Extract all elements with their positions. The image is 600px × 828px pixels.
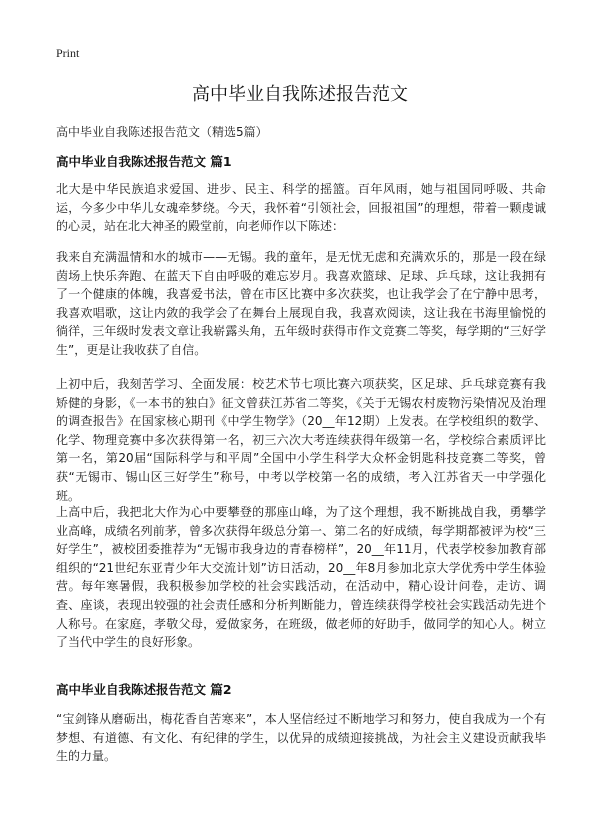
section-heading-1: 高中毕业自我陈述报告范文 篇1 (56, 154, 232, 169)
paragraph: 北大是中华民族追求爱国、进步、民主、科学的摇篮。百年风雨，她与祖国同呼吸、共命运，今多少中华儿女魂牵梦绕。今天，我怀着“引领社会，回报祖国”的理想，带着一颗虔诚的心灵，站在北大神圣的殿堂前，向老师作以下陈述： (56, 182, 546, 234)
paragraph: 上高中后，我把北大作为心中要攀登的那座山峰，为了这个理想，我不断挑战自我，勇攀学业高峰，成绩名列前茅，曾多次获得年级总分第一、第二名的好成绩，每学期都被评为校“三好学生”，被校团委推荐为“无锡市我身边的青春榜样”，20__年11月，代表学校参加教育部组织的“21世纪东亚青少年大交流计划”访日活动，20__年8月参加北京大学优秀中学生体验营。每年寒暑假，我积极参加学校的社会实践活动，在活动中，精心设计问卷，走访、调查、座谈，表现出较强的社会责任感和分析判断能力，曾连续获得学校社会实践活动先进个人称号。在家庭，孝敬父母，爱做家务，在班级，做老师的好助手，做同学的知心人。树立了当代中学生的良好形象。 (56, 505, 546, 650)
paragraph: 我来自充满温情和水的城市——无锡。我的童年，是无忧无虑和充满欢乐的，那是一段在绿茵场上快乐奔跑、在蓝天下自由呼吸的难忘岁月。我喜欢篮球、足球、乒乓球，这让我拥有了一个健康的体魄，我喜爱书法，曾在市区比赛中多次获奖，也让我学会了在宁静中思考，我喜欢唱歌，这让内敛的我学会了在舞台上展现自我，我喜欢阅读，这让我在书海里愉悦的徜徉，三年级时发表文章让我崭露头角，五年级时获得市作文竞赛二等奖，每学期的“三好学生”，更是让我收获了自信。 (56, 250, 546, 357)
paragraph: 上初中后，我刻苦学习、全面发展：校艺术节七项比赛六项获奖，区足球、乒乓球竞赛有我矫健的身影，《一本书的独白》征文曾获江苏省二等奖，《关于无锡农村废物污染情况及治理的调查报告》在国家核心期刊《中学生物学》（20__年12期）上发表。在学校组织的数学、化学、物理竞赛中多次获得第一名，初三六次大考连续获得年级第一名，学校综合素质评比第一名，第20届“国际科学与和平周”全国中小学生科学大众杯金钥匙科技竞赛二等奖，曾获“无锡市、锡山区三好学生”称号，中考以学校第一名的成绩，考入江苏省天一中学强化班。 (56, 377, 546, 503)
document-subtitle: 高中毕业自我陈述报告范文（精选5篇） (56, 125, 268, 139)
paragraph: “宝剑锋从磨砺出，梅花香自苦寒来”，本人坚信经过不断地学习和努力，使自我成为一个有梦想、有道德、有文化、有纪律的学生，以优异的成绩迎接挑战，为社会主义建设贡献我毕生的力量。 (56, 712, 546, 764)
print-link[interactable]: Print (56, 46, 80, 60)
section-heading-2: 高中毕业自我陈述报告范文 篇2 (56, 682, 232, 697)
page-title: 高中毕业自我陈述报告范文 (192, 84, 408, 105)
